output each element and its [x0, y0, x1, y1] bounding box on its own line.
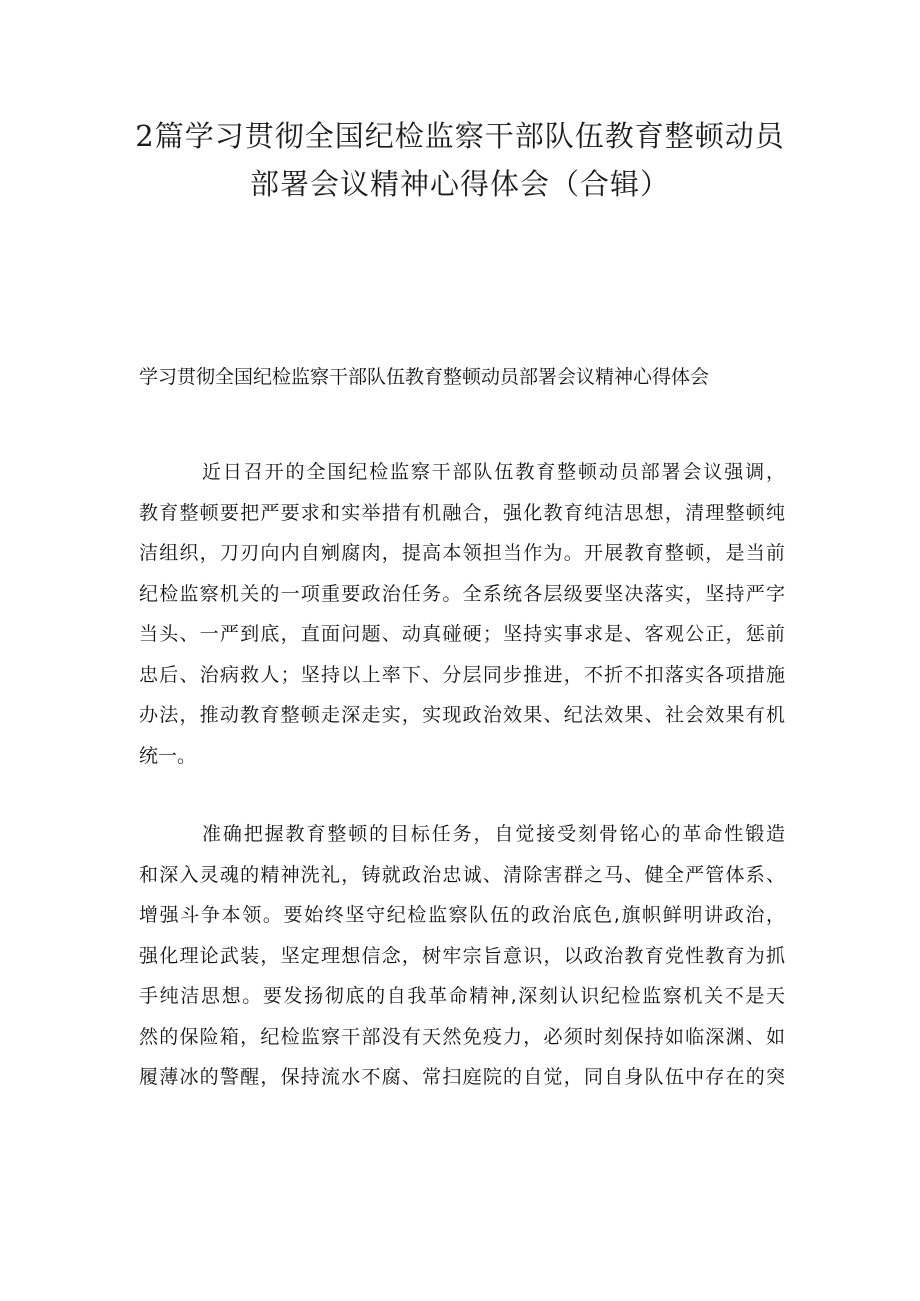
paragraph-line: 履薄冰的警醒，保持流水不腐、常扫庭院的自觉，同自身队伍中存在的突	[139, 1066, 785, 1088]
paragraph-2	[139, 814, 785, 1098]
paragraph-line: 教育整顿要把严要求和实举措有机融合，强化教育纯洁思想，清理整顿纯	[139, 501, 785, 524]
paragraph-line: 准确把握教育整顿的目标任务，自觉接受刻骨铭心的革命性锻造	[202, 823, 785, 845]
paragraph-line: 洁组织，刀刃向内自剜腐肉，提高本领担当作为。开展教育整顿，是当前	[139, 542, 785, 564]
document-title	[100, 112, 820, 208]
paragraph-line: 忠后、治病救人；坚持以上率下、分层同步推进，不折不扣落实各项措施	[139, 663, 785, 686]
paragraph-line: 增强斗争本领。要始终坚守纪检监察队伍的政治底色,旗帜鲜明讲政治，	[139, 904, 785, 926]
title-line-2: 部署会议精神心得体会（合辑）	[249, 167, 670, 201]
section-heading: 学习贯彻全国纪检监察干部队伍教育整顿动员部署会议精神心得体会	[139, 366, 710, 388]
paragraph-line: 办法，推动教育整顿走深走实，实现政治效果、纪法效果、社会效果有机	[139, 704, 785, 726]
paragraph-line: 手纯洁思想。要发扬彻底的自我革命精神,深刻认识纪检监察机关不是天	[139, 985, 785, 1007]
paragraph-line: 近日召开的全国纪检监察干部队伍教育整顿动员部署会议强调，	[202, 461, 785, 483]
title-line-1: 2篇学习贯彻全国纪检监察干部队伍教育整顿动员	[135, 119, 785, 153]
paragraph-line: 纪检监察机关的一项重要政治任务。全系统各层级要坚决落实，坚持严字	[139, 582, 785, 605]
paragraph-line: 当头、一严到底，直面问题、动真碰硬；坚持实事求是、客观公正，惩前	[139, 623, 785, 645]
paragraph-line: 强化理论武装，坚定理想信念，树牢宗旨意识，以政治教育党性教育为抓	[139, 944, 785, 967]
paragraph-1	[139, 452, 785, 776]
paragraph-line: 和深入灵魂的精神洗礼，铸就政治忠诚、清除害群之马、健全严管体系、	[139, 863, 785, 886]
paragraph-line: 统一。	[139, 744, 197, 767]
paragraph-line: 然的保险箱，纪检监察干部没有天然免疫力，必须时刻保持如临深渊、如	[139, 1025, 785, 1048]
